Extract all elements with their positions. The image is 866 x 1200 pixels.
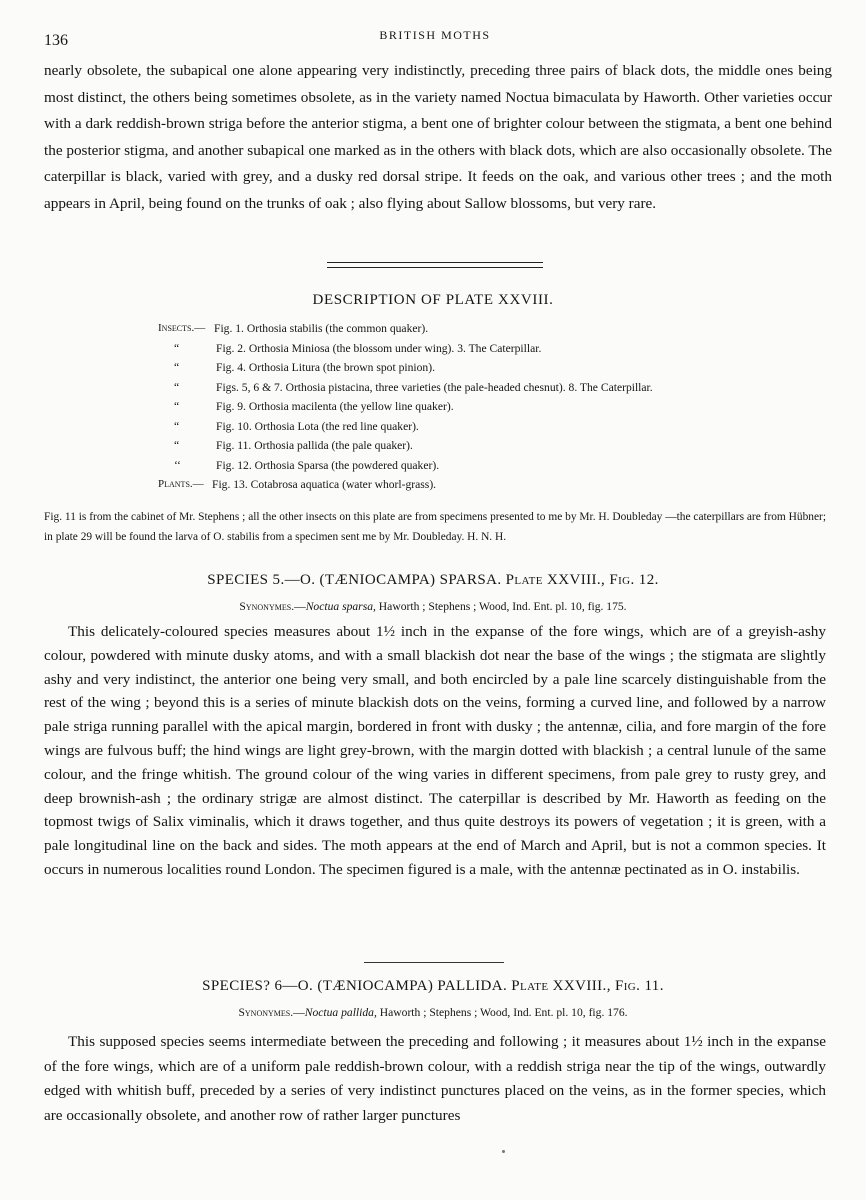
plate-row-label: “ <box>174 361 180 374</box>
plate-row <box>158 439 798 459</box>
plate-row-label: “ <box>174 380 180 394</box>
plate-row-label: Plants.— <box>158 478 204 490</box>
synonym-references: Haworth ; Stephens ; Wood, Ind. Ent. pl. 10, fig. 175. <box>375 600 627 613</box>
synonymes-label: Synonymes.— <box>238 1006 305 1019</box>
section-divider-top <box>327 262 543 263</box>
plate-row-label: “ <box>174 419 180 433</box>
species-5-title: SPECIES 5.—O. (TÆNIOCAMPA) SPARSA. <box>207 572 502 588</box>
plate-row <box>158 361 798 381</box>
synonym-name: Noctua sparsa, <box>305 600 376 613</box>
plate-row-label: “ <box>174 400 180 413</box>
species-5-synonymes <box>0 600 866 613</box>
synonym-references: Haworth ; Stephens ; Wood, Ind. Ent. pl. 10, fig. 176. <box>376 1006 628 1019</box>
plate-figure-list <box>158 322 798 498</box>
plate-row-label: “ <box>174 439 180 452</box>
running-title: BRITISH MOTHS <box>379 28 491 42</box>
species-5-heading <box>0 572 866 589</box>
plate-row <box>158 400 798 420</box>
page-number: 136 <box>44 32 68 49</box>
synonymes-label: Synonymes.— <box>239 600 306 613</box>
plate-row-label: Insects.— <box>158 322 206 334</box>
plate-row-entry: Fig. 2. Orthosia Miniosa (the blossom under wing). 3. The Caterpillar. <box>216 341 542 355</box>
plate-row-entry: Fig. 9. Orthosia macilenta (the yellow line quaker). <box>216 400 454 413</box>
plate-row <box>158 420 798 440</box>
plate-row-entry: Fig. 4. Orthosia Litura (the brown spot pinion). <box>216 361 435 374</box>
species-divider <box>364 962 504 963</box>
print-speck <box>502 1150 505 1153</box>
plate-row-label: “ <box>174 341 180 355</box>
intro-paragraph: nearly obsolete, the subapical one alone appearing very indistinctly, preceding three pairs of black dots, the middle ones being most distinct, the others being sometimes obsolete, as in the variety named Noctua bimaculata by Haworth. Other varieties occur with a dark reddish-brown striga before the anterior stigma, a bent one of brighter colour between the stigmata, a bent one behind the posterior stigma, and another subapical one marked as in the others with black dots, which are also occasionally obsolete. The caterpillar is black, varied with grey, and a dusky red dorsal stripe. It feeds on the oak, and various other trees ; and the moth appears in April, being found on the trunks of oak ; also flying about Sallow blossoms, but very rare. <box>44 62 832 212</box>
plate-row-entry: Fig. 10. Orthosia Lota (the red line quaker). <box>216 419 419 433</box>
species-6-plate-ref: Plate XXVIII., Fig. 11. <box>511 978 664 994</box>
species-6-synonymes <box>0 1006 866 1019</box>
species-5-description: This delicately-coloured species measures about 1½ inch in the expanse of the fore wings, which are of a greyish-ashy colour, powdered with minute dusky atoms, and with a small blackish dot near the base of the wings ; the stigmata are slightly ashy and very indistinct, the anterior one being very small, and both encircled by a pale line scarcely distinguishable from the rest of the wing ; beyond this is a series of minute blackish dots on the veins, forming a curved line, and followed by a narrow pale striga running parallel with the apical margin, bordered in front with dusky ; the antennæ, cilia, and fore margin of the fore wings are fulvous buff; the hind wings are light grey-brown, with the margin dotted with blackish ; a central lunule of the same colour, and the fringe whitish. The ground colour of the wing varies in different specimens, from pale grey to rusty grey, and deep brownish-ash ; the ordinary strigæ are almost distinct. The caterpillar is described by Mr. Haworth as feeding on the topmost twigs of Salix viminalis, which it draws together, and thus quite destroys its powers of vegetation ; it is green, with a pale longitudinal line on the back and sides. The moth appears at the end of March and April, but is not a common species. It occurs in numerous localities round London. The specimen figured is a male, with the antennæ pectinated as in O. instabilis. <box>44 623 826 878</box>
plate-row-entry: Fig. 11. Orthosia pallida (the pale quaker). <box>216 439 413 452</box>
species-6-title: SPECIES? 6—O. (TÆNIOCAMPA) PALLIDA. <box>202 978 508 994</box>
species-5-plate-ref: Plate XXVIII., Fig. 12. <box>505 572 659 588</box>
page-header <box>44 26 826 50</box>
species-6-heading <box>0 978 866 995</box>
plate-row <box>158 381 798 401</box>
plate-row <box>158 478 798 498</box>
plate-row-entry: Figs. 5, 6 & 7. Orthosia pistacina, three varieties (the pale-headed chesnut). 8. The Caterpillar. <box>216 380 653 394</box>
plate-row-entry: Fig. 1. Orthosia stabilis (the common quaker). <box>214 322 429 335</box>
species-6-description: This supposed species seems intermediate between the preceding and following ; it measures about 1½ inch in the expanse of the fore wings, which are of a uniform pale reddish-brown colour, with a reddish striga near the tip of the wings, outwardly edged with whitish buff, preceded by a series of very indistinct punctures placed on the veins, as in the former species, which are occasionally obsolete, and another row of rather larger punctures <box>44 1033 826 1124</box>
plate-row <box>158 342 798 362</box>
plate-description-heading: DESCRIPTION OF PLATE XXVIII. <box>312 292 554 308</box>
plate-row-entry: Fig. 13. Cotabrosa aquatica (water whorl-grass). <box>212 478 437 491</box>
plate-row-entry: Fig. 12. Orthosia Sparsa (the powdered quaker). <box>216 458 440 472</box>
plate-note: Fig. 11 is from the cabinet of Mr. Stephens ; all the other insects on this plate are from specimens presented to me by Mr. H. Doubleday —the caterpillars are from Hübner; in plate 29 will be found the larva of O. stabilis from a specimen sent me by Mr. Doubleday. H. N. H. <box>44 511 826 544</box>
plate-row-label: ‘‘ <box>174 458 181 472</box>
section-divider-bottom <box>327 267 543 268</box>
synonym-name: Noctua pallida, <box>304 1006 377 1019</box>
plate-row <box>158 459 798 479</box>
plate-row <box>158 322 798 342</box>
